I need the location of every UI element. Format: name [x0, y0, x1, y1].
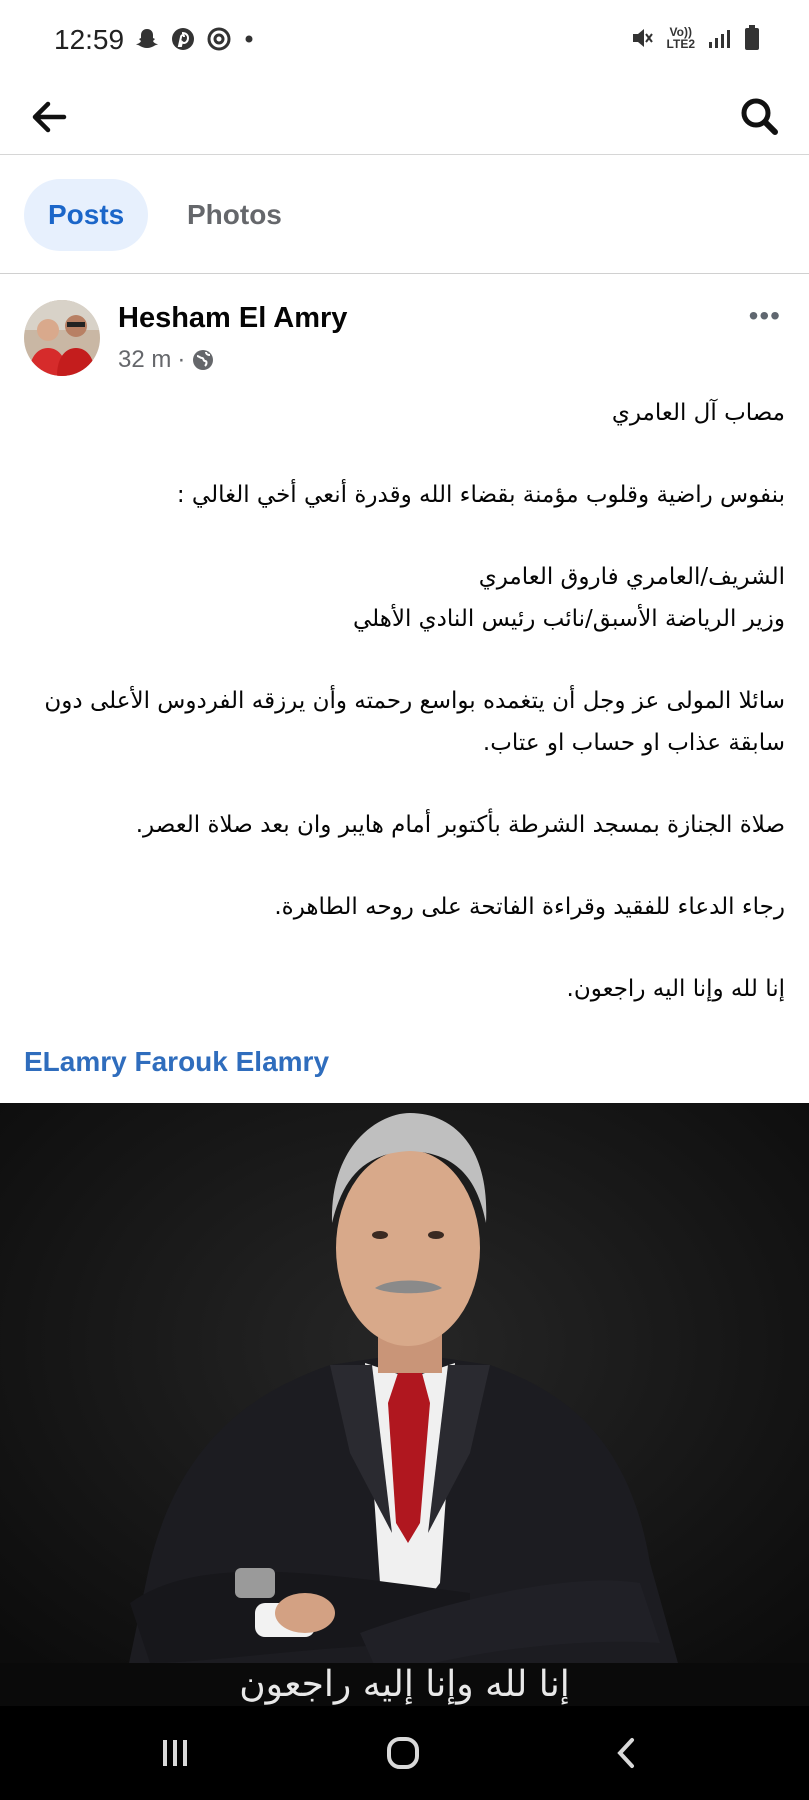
lte-label-bottom: LTE2 [666, 37, 695, 51]
lte-indicator [667, 26, 695, 50]
snapchat-icon [134, 26, 160, 52]
photo-caption: إنا لله وإنا إليه راجعون [239, 1664, 570, 1705]
avatar-image [24, 300, 100, 376]
status-right-icons [629, 24, 761, 52]
recent-apps-icon[interactable] [150, 1728, 200, 1778]
post-paragraph: الشريف/العامري فاروق العامري وزير الرياضة الأسبق/نائب رئيس النادي الأهلي [352, 564, 785, 632]
post-paragraph: بنفوس راضية وقلوب مؤمنة بقضاء الله وقدرة أنعي أخي الغالي : [176, 482, 785, 508]
meta-separator: · [177, 346, 186, 373]
post-body [25, 392, 785, 1050]
tagged-person-link[interactable]: ELamry Farouk Elamry [24, 1046, 330, 1077]
profile-tabs [0, 155, 809, 274]
tab-posts[interactable]: Posts [24, 179, 148, 251]
post-author[interactable]: Hesham El Amry [118, 302, 348, 334]
post-photo[interactable] [0, 1103, 809, 1706]
signal-icon [707, 25, 731, 51]
post-paragraph: مصاب آل العامري [611, 400, 785, 426]
tab-photos[interactable]: Photos [187, 199, 282, 230]
battery-icon [743, 24, 761, 52]
post-paragraph: رجاء الدعاء للفقيد وقراءة الفاتحة على روحه الطاهرة. [274, 894, 785, 920]
dot-icon [242, 26, 256, 52]
post-meta [118, 346, 215, 374]
back-arrow-icon[interactable] [24, 92, 74, 142]
pinterest-icon [170, 26, 196, 52]
mute-icon [629, 25, 655, 51]
post-paragraph: إنا لله وإنا اليه راجعون. [566, 976, 785, 1002]
status-left-icons [134, 26, 256, 52]
post-header [0, 274, 809, 384]
globe-icon [191, 348, 215, 372]
avatar[interactable] [24, 300, 100, 376]
post-paragraph: سائلا المولى عز وجل أن يتغمده بواسع رحمته وأن يرزقه الفردوس الأعلى دون سابقة عذاب او حساب او عتاب. [44, 688, 785, 756]
status-time: 12:59 [54, 24, 125, 55]
back-icon[interactable] [602, 1728, 652, 1778]
search-icon[interactable] [735, 92, 785, 142]
status-bar [0, 0, 809, 80]
system-nav-bar [0, 1706, 809, 1800]
home-icon[interactable] [378, 1728, 428, 1778]
post-time: 32 m [118, 346, 172, 373]
top-app-bar [0, 80, 809, 155]
portrait-image [0, 1103, 809, 1706]
more-icon[interactable]: ••• [748, 300, 781, 331]
threads-icon [206, 26, 232, 52]
post-paragraph: صلاة الجنازة بمسجد الشرطة بأكتوبر أمام هايبر وان بعد صلاة العصر. [135, 812, 785, 838]
lte-label-top: Vo)) [669, 25, 692, 39]
